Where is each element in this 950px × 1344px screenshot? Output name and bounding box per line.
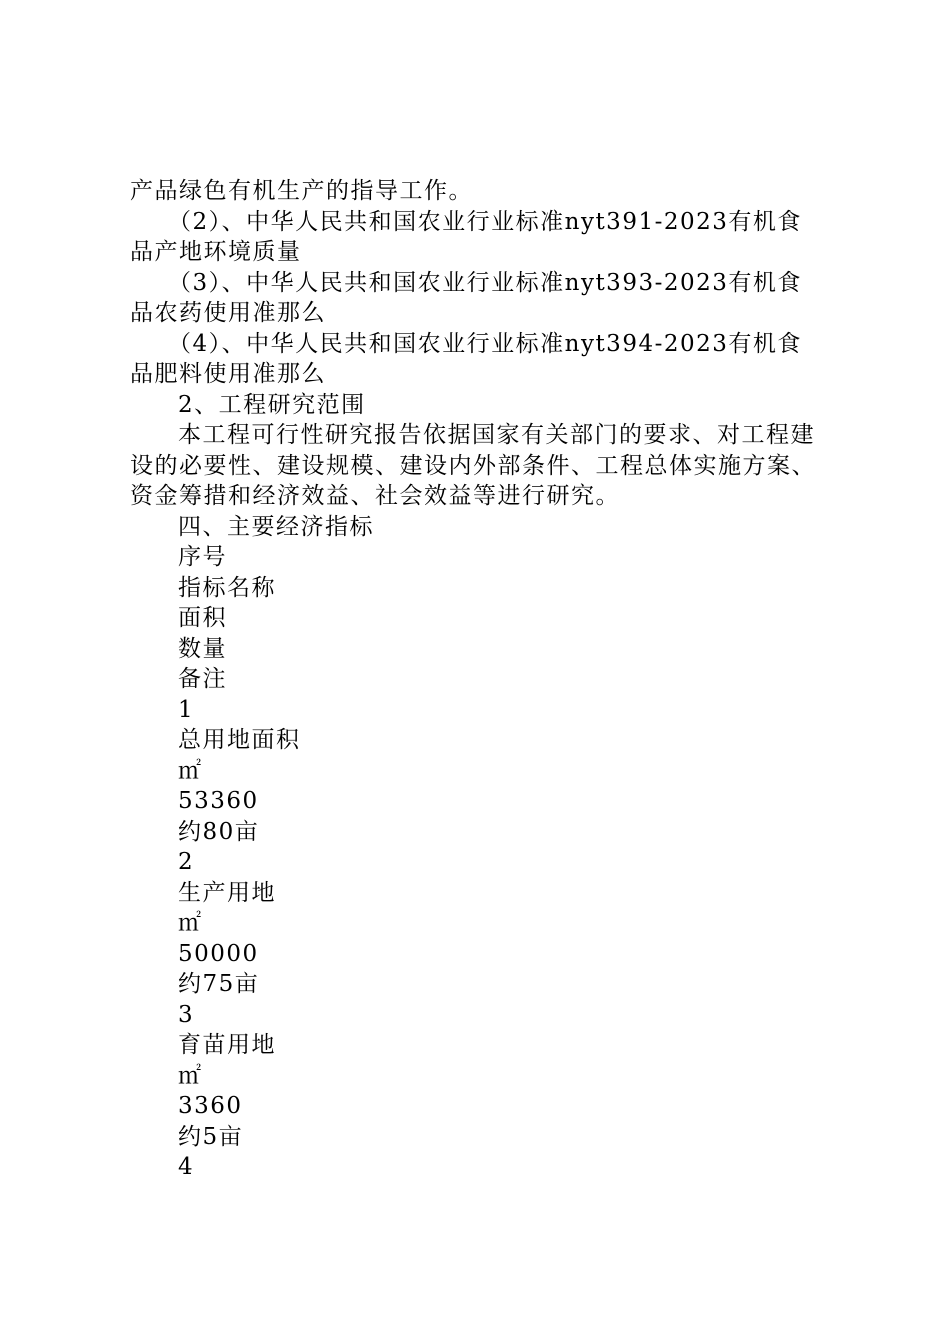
text-line: 品农药使用准那么 [130, 300, 326, 326]
table-cell: 50000 [178, 941, 259, 967]
table-cell: ㎡ [178, 1063, 203, 1089]
text-line: 资金筹措和经济效益、社会效益等进行研究。 [130, 483, 620, 509]
table-cell: 3360 [178, 1093, 243, 1119]
table-cell: 2 [178, 849, 195, 875]
table-cell: 约75亩 [178, 971, 260, 997]
table-cell: 1 [178, 697, 195, 723]
table-cell: 53360 [178, 788, 259, 814]
table-cell: 指标名称 [178, 575, 276, 601]
section-heading: 2、工程研究范围 [178, 392, 366, 418]
text-line: （4）、中华人民共和国农业行业标准nyt394-2023有机食 [168, 331, 802, 357]
table-cell: 3 [178, 1002, 195, 1028]
section-heading: 四、主要经济指标 [178, 514, 374, 540]
text-line: 品肥料使用准那么 [130, 361, 326, 387]
text-line: 设的必要性、建设规模、建设内外部条件、工程总体实施方案、 [130, 453, 816, 479]
table-cell: 4 [178, 1154, 195, 1180]
text-line: 产品绿色有机生产的指导工作。 [130, 178, 473, 204]
table-cell: 总用地面积 [178, 727, 301, 753]
text-line: 品产地环境质量 [130, 239, 302, 265]
table-cell: 备注 [178, 666, 227, 692]
table-cell: 序号 [178, 544, 227, 570]
text-line: 本工程可行性研究报告依据国家有关部门的要求、对工程建 [178, 422, 815, 448]
table-cell: 约80亩 [178, 819, 260, 845]
table-cell: 面积 [178, 605, 227, 631]
table-cell: 约5亩 [178, 1124, 244, 1150]
table-cell: ㎡ [178, 758, 203, 784]
text-line: （2）、中华人民共和国农业行业标准nyt391-2023有机食 [168, 209, 802, 235]
table-cell: ㎡ [178, 910, 203, 936]
text-line: （3）、中华人民共和国农业行业标准nyt393-2023有机食 [168, 270, 802, 296]
table-cell: 数量 [178, 636, 227, 662]
table-cell: 育苗用地 [178, 1032, 276, 1058]
table-cell: 生产用地 [178, 880, 276, 906]
